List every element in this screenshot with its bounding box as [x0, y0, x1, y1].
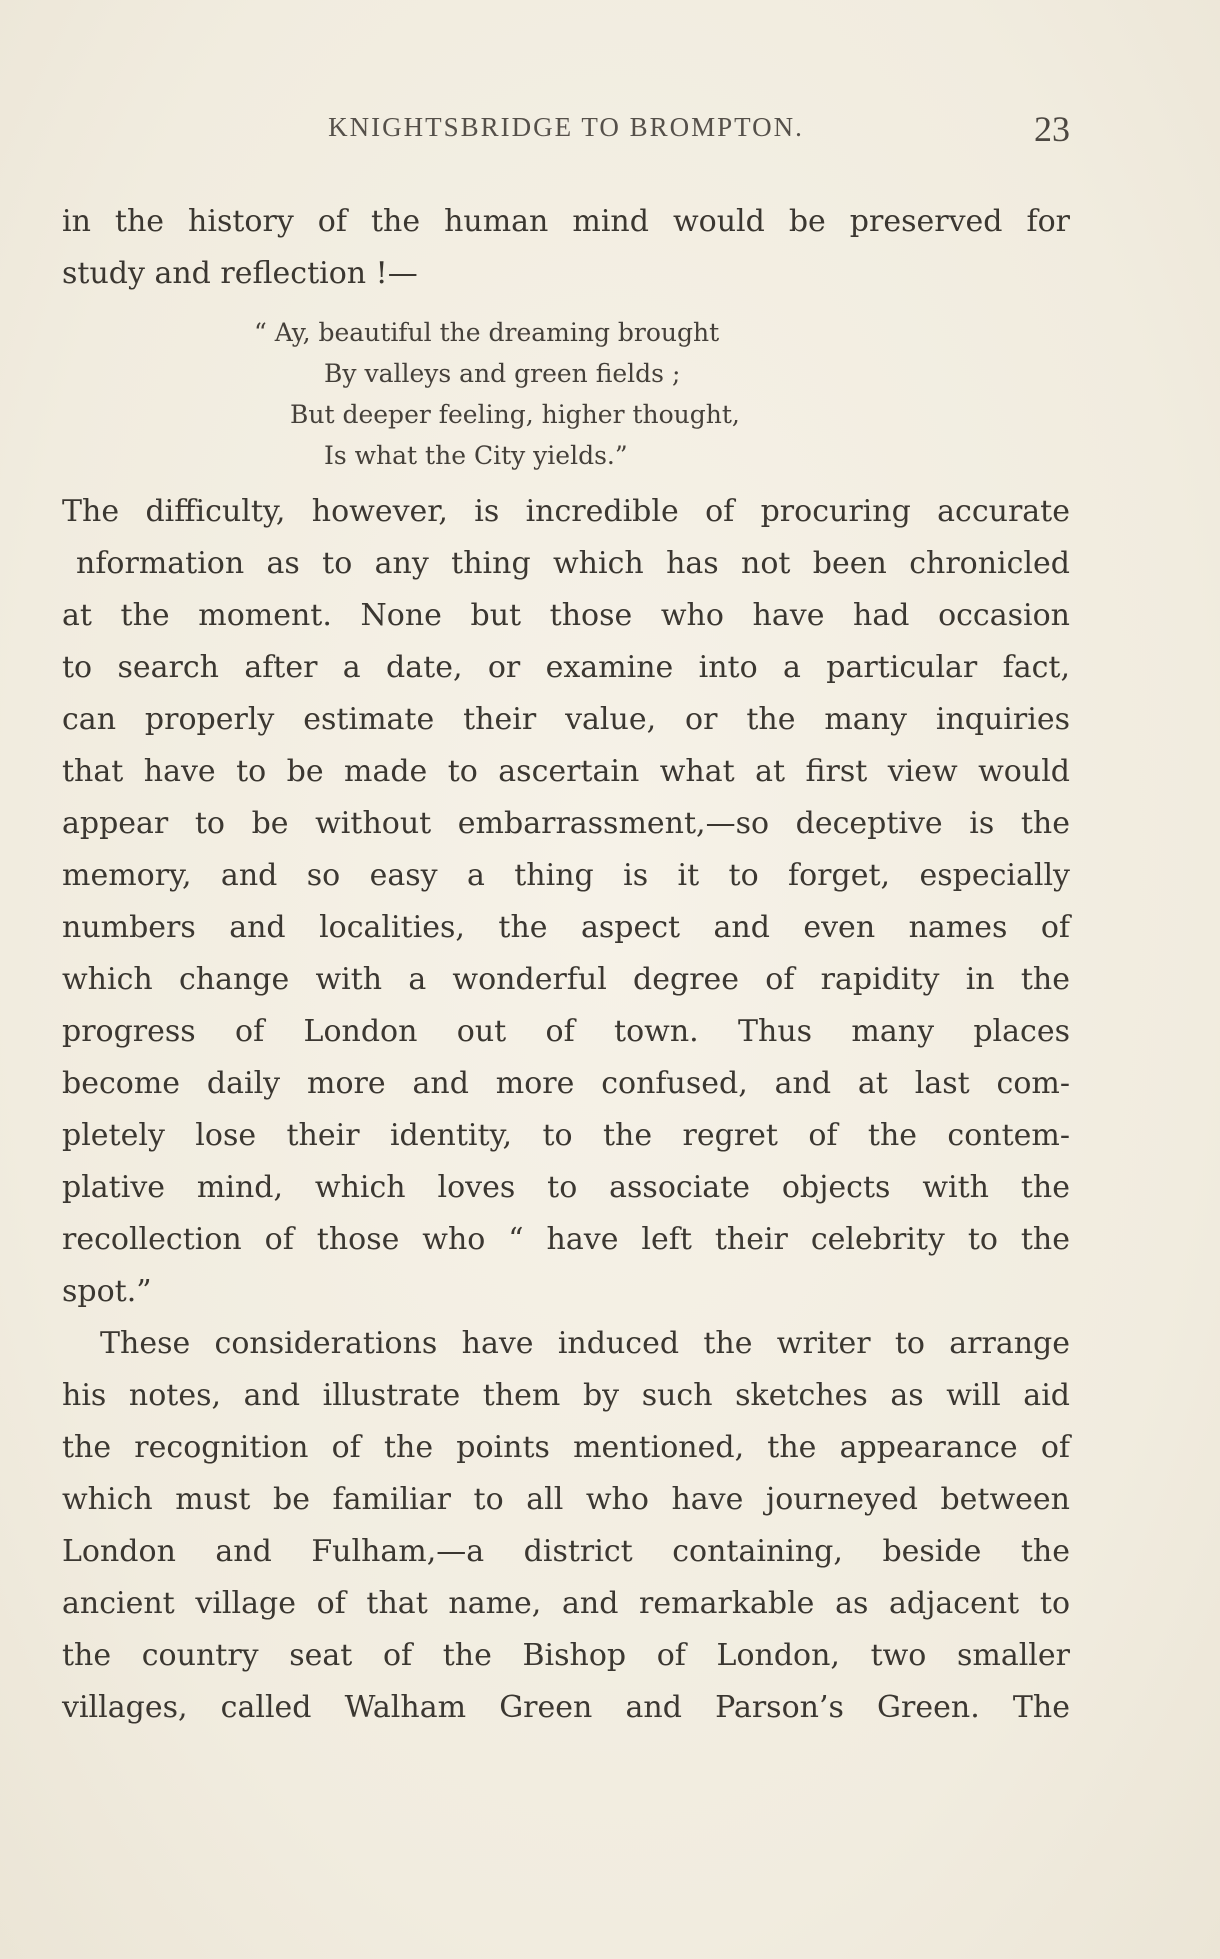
- text-line: the country seat of the Bishop of London, two smaller: [62, 1638, 1070, 1673]
- text-line: numbers and localities, the aspect and even names of: [62, 910, 1070, 945]
- page-number: 23: [1034, 109, 1070, 149]
- text-line: spot.”: [62, 1274, 152, 1309]
- text-line: memory, and so easy a thing is it to forget, especially: [62, 858, 1070, 893]
- paragraph-2: [62, 486, 1070, 1318]
- text-line: the recognition of the points mentioned, the appearance of: [62, 1430, 1070, 1465]
- text-line: which must be familiar to all who have journeyed between: [62, 1482, 1070, 1517]
- text-line: become daily more and more confused, and at last com-: [62, 1066, 1070, 1101]
- running-title: KNIGHTSBRIDGE TO BROMPTON.: [328, 112, 804, 142]
- paragraph-3: [62, 1318, 1070, 1734]
- text-line: appear to be without embarrassment,—so deceptive is the: [62, 806, 1070, 841]
- text-line: nformation as to any thing which has not been chronicled: [76, 546, 1070, 581]
- text-line: which change with a wonderful degree of rapidity in the: [62, 962, 1070, 997]
- text-line: ancient village of that name, and remarkable as adjacent to: [62, 1586, 1070, 1621]
- text-line: recollection of those who “ have left their celebrity to the: [62, 1222, 1070, 1257]
- paragraph-1: [62, 196, 1070, 300]
- text-line: progress of London out of town. Thus many places: [62, 1014, 1070, 1049]
- text-line: study and reflection !—: [62, 256, 418, 291]
- text-line: at the moment. None but those who have had occasion: [62, 598, 1070, 633]
- verse-line: By valleys and green fields ;: [324, 359, 681, 388]
- text-line: The difficulty, however, is incredible of procuring accurate: [62, 494, 1070, 529]
- text-line: to search after a date, or examine into a particular fact,: [62, 650, 1070, 685]
- text-line: villages, called Walham Green and Parson’s Green. The: [62, 1690, 1070, 1725]
- text-line: his notes, and illustrate them by such sketches as will aid: [62, 1378, 1070, 1413]
- text-line: plative mind, which loves to associate objects with the: [62, 1170, 1070, 1205]
- text-line: in the history of the human mind would be preserved for: [62, 204, 1070, 239]
- verse-line: Is what the City yields.”: [324, 441, 628, 470]
- text-line: that have to be made to ascertain what at first view would: [62, 754, 1070, 789]
- text-line: can properly estimate their value, or the many inquiries: [62, 702, 1070, 737]
- running-head: [62, 108, 1070, 148]
- text-line: London and Fulham,—a district containing, beside the: [62, 1534, 1070, 1569]
- verse-line: But deeper feeling, higher thought,: [290, 400, 740, 429]
- text-line: These considerations have induced the writer to arrange: [100, 1326, 1070, 1361]
- verse-line: “ Ay, beautiful the dreaming brought: [254, 318, 720, 347]
- text-line: pletely lose their identity, to the regret of the contem-: [62, 1118, 1070, 1153]
- body-text: [62, 196, 1070, 1734]
- verse-quotation: [62, 312, 1070, 476]
